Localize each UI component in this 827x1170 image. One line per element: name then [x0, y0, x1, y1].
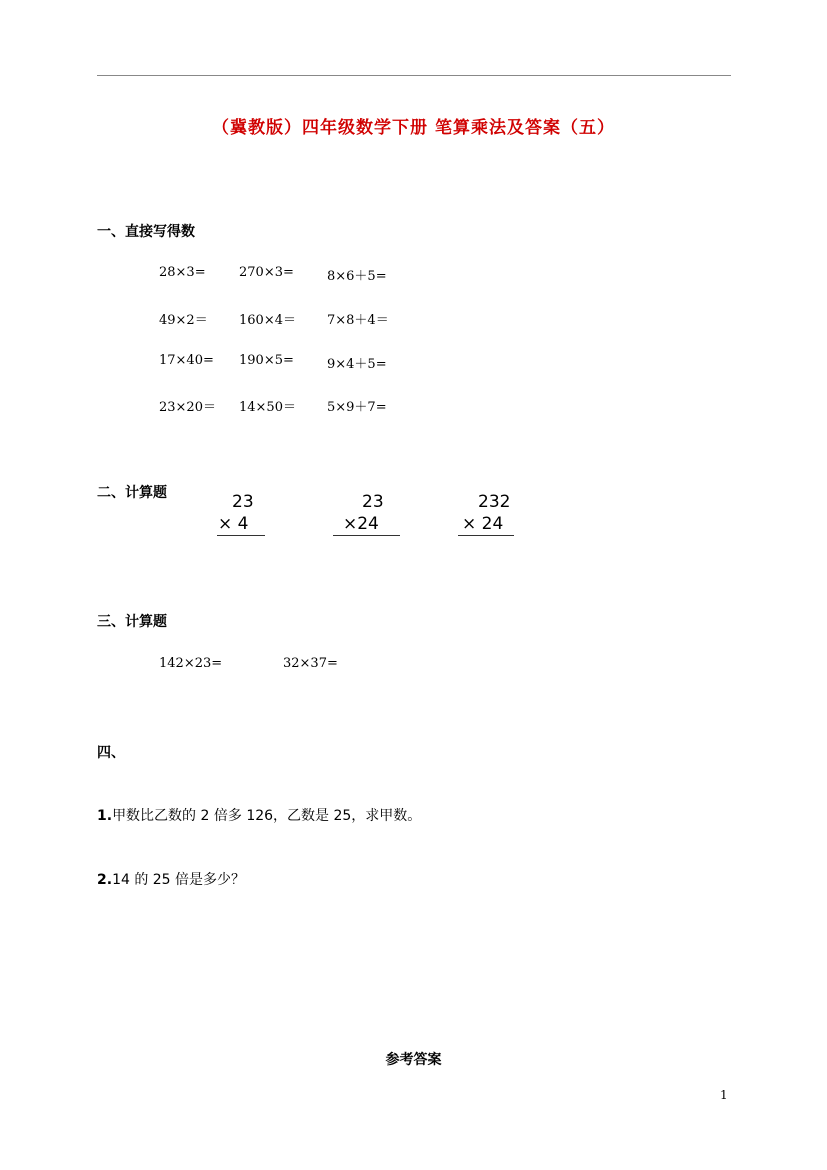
page-title: （冀教版）四年级数学下册 笔算乘法及答案（五） — [212, 118, 615, 138]
exercise-cell: 7×8＋4＝ — [327, 313, 389, 328]
section-1-heading: 一、直接写得数 — [97, 224, 195, 240]
header-rule — [97, 75, 731, 76]
section-3-heading: 三、计算题 — [97, 614, 167, 630]
problem-number: 1. — [97, 808, 113, 824]
problem-text: 14 的 25 倍是多少？ — [112, 872, 246, 888]
exercise-cell: 32×37= — [283, 656, 338, 671]
vm-multiplier: × 4 — [218, 514, 249, 534]
problem-number: 2. — [97, 872, 113, 888]
vm-line — [217, 535, 265, 536]
exercise-cell: 28×3= — [159, 265, 206, 280]
exercise-cell: 190×5= — [239, 353, 294, 368]
exercise-cell: 17×40= — [159, 353, 214, 368]
vm-multiplier: ×24 — [343, 514, 379, 534]
vm-multiplicand: 23 — [362, 492, 384, 512]
vm-line — [333, 535, 400, 536]
exercise-cell: 9×4＋5= — [327, 357, 387, 372]
exercise-cell: 14×50＝ — [239, 400, 296, 415]
page-number: 1 — [720, 1088, 728, 1102]
exercise-cell: 23×20＝ — [159, 400, 216, 415]
word-problem-2 — [97, 869, 245, 889]
word-problem-1 — [97, 805, 421, 825]
problem-text: 甲数比乙数的 2 倍多 126，乙数是 25，求甲数。 — [112, 808, 422, 824]
answers-heading: 参考答案 — [385, 1052, 442, 1068]
exercise-cell: 5×9＋7= — [327, 400, 387, 415]
exercise-cell: 270×3= — [239, 265, 294, 280]
vm-multiplicand: 23 — [232, 492, 254, 512]
exercise-cell: 160×4＝ — [239, 313, 296, 328]
vm-multiplier: × 24 — [462, 514, 504, 534]
section-2-heading: 二、计算题 — [97, 485, 167, 501]
exercise-cell: 8×6＋5= — [327, 269, 387, 284]
vm-multiplicand: 232 — [478, 492, 511, 512]
section-4-heading: 四、 — [97, 745, 125, 761]
vm-line — [458, 535, 514, 536]
exercise-cell: 49×2＝ — [159, 313, 208, 328]
exercise-cell: 142×23= — [159, 656, 223, 671]
